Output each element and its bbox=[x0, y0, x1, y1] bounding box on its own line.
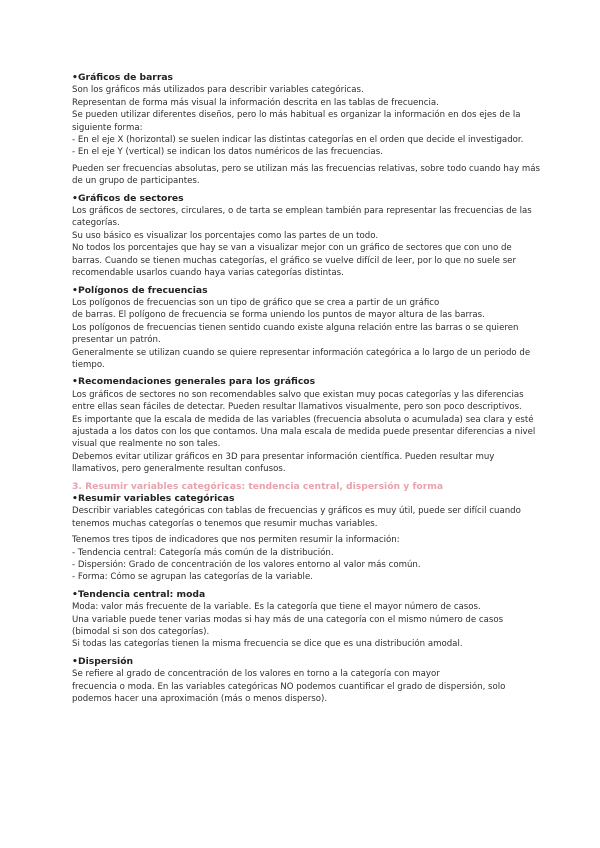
section-poligonos bbox=[72, 285, 542, 372]
section-recomendaciones bbox=[72, 376, 542, 475]
bullet-icon: • bbox=[72, 493, 78, 504]
bullet-icon: • bbox=[72, 655, 78, 667]
section-heading: Gráficos de sectores bbox=[78, 192, 184, 204]
bullet-icon: • bbox=[72, 72, 78, 83]
paragraph: Los gráficos de sectores, circulares, o de tarta se emplean también para representar las frecuencias de las categorías. bbox=[72, 206, 532, 229]
paragraph: Se refiere al grado de concentración de los valores en torno a la categoría con mayor bbox=[72, 669, 440, 680]
section-graficos-sectores bbox=[72, 193, 542, 280]
bullet-icon: • bbox=[72, 376, 78, 388]
section-tendencia-central bbox=[72, 589, 542, 651]
paragraph: No todos los porcentajes que hay se van a visualizar mejor con un gráfico de sectores que con uno de barras. Cuando se tienen muchas categorías, el gráfico se vuelve difícil de leer, por lo que no suele ser recomendable usarlos cuando haya varias categorías distintas. bbox=[72, 243, 516, 279]
paragraph: - Forma: Cómo se agrupan las categorías de la variable. bbox=[72, 572, 313, 583]
paragraph: Debemos evitar utilizar gráficos en 3D para presentar información científica. Pueden resultar muy llamativos, pero generalmente resultan confusos. bbox=[72, 451, 495, 475]
section-heading: Recomendaciones generales para los gráficos bbox=[78, 376, 316, 388]
section-graficos-barras bbox=[72, 72, 542, 188]
paragraph: Son los gráficos más utilizados para describir variables categóricas. bbox=[72, 85, 364, 96]
paragraph: Su uso básico es visualizar los porcentajes como las partes de un todo. bbox=[72, 230, 379, 241]
paragraph: Es importante que la escala de medida de las variables (frecuencia absoluta o acumulada) sea clara y esté ajustada a los datos con los que contamos. Una mala escala de medida puede presentar diferencias a nivel visual que realmente no son tales. bbox=[72, 414, 536, 450]
paragraph: - Dispersión: Grado de concentración de los valores entorno al valor más común. bbox=[72, 560, 421, 571]
paragraph: Pueden ser frecuencias absolutas, pero se utilizan más las frecuencias relativas, sobre todo cuando hay más de un grupo de participantes. bbox=[72, 163, 541, 187]
paragraph: Los polígonos de frecuencias son un tipo de gráfico que se crea a partir de un gráfico bbox=[72, 297, 440, 308]
paragraph: Tenemos tres tipos de indicadores que nos permiten resumir la información: bbox=[72, 535, 400, 546]
paragraph: frecuencia o moda. En las variables categóricas NO podemos cuantificar el grado de dispersión, solo podemos hacer una aproximación (más o menos disperso). bbox=[72, 681, 506, 705]
section-dispersion bbox=[72, 656, 542, 706]
paragraph: Los gráficos de sectores no son recomendables salvo que existan muy pocas categorías y las diferencias entre ellas sean fáciles de detectar. Pueden resultar llamativos visualmente, pero son poco descriptivos. bbox=[72, 389, 524, 413]
document-page bbox=[72, 72, 542, 706]
section-heading: Dispersión bbox=[78, 655, 134, 667]
paragraph: - En el eje Y (vertical) se indican los datos numéricos de las frecuencias. bbox=[72, 147, 383, 158]
bullet-icon: • bbox=[72, 192, 78, 204]
paragraph: Los polígonos de frecuencias tienen sentido cuando existe alguna relación entre las barras o se quieren presentar un patrón. bbox=[72, 322, 519, 346]
paragraph: de barras. El polígono de frecuencia se forma uniendo los puntos de mayor altura de las barras. bbox=[72, 310, 485, 321]
paragraph: Generalmente se utilizan cuando se quiere representar información categórica a lo largo de un periodo de tiempo. bbox=[72, 347, 531, 370]
section-heading: Polígonos de frecuencias bbox=[78, 284, 208, 296]
paragraph: Representan de forma más visual la información descrita en las tablas de frecuencia. bbox=[72, 97, 439, 108]
paragraph: - En el eje X (horizontal) se suelen indicar las distintas categorías en el orden que decide el investigador. bbox=[72, 135, 524, 146]
section-heading: Resumir variables categóricas bbox=[78, 493, 235, 504]
paragraph: Se pueden utilizar diferentes diseños, pero lo más habitual es organizar la información en dos ejes de la siguiente forma: bbox=[72, 110, 521, 133]
section-heading: Gráficos de barras bbox=[78, 72, 174, 83]
paragraph: Describir variables categóricas con tablas de frecuencias y gráficos es muy útil, puede ser difícil cuando tenemos muchas categorías o tenemos que resumir muchas variables. bbox=[72, 506, 521, 529]
paragraph: - Tendencia central: Categoría más común de la distribución. bbox=[72, 547, 334, 558]
paragraph: Moda: valor más frecuente de la variable. Es la categoría que tiene el mayor número de casos. bbox=[72, 602, 481, 613]
bullet-icon: • bbox=[72, 588, 78, 600]
section-resumir bbox=[72, 481, 542, 584]
chapter-heading: 3. Resumir variables categóricas: tendencia central, dispersión y forma bbox=[72, 480, 444, 492]
paragraph: Una variable puede tener varias modas si hay más de una categoría con el mismo número de casos (bimodal si son dos categorías). bbox=[72, 614, 504, 638]
section-heading: Tendencia central: moda bbox=[78, 588, 206, 600]
paragraph: Si todas las categorías tienen la misma frecuencia se dice que es una distribución amodal. bbox=[72, 639, 463, 650]
bullet-icon: • bbox=[72, 284, 78, 296]
